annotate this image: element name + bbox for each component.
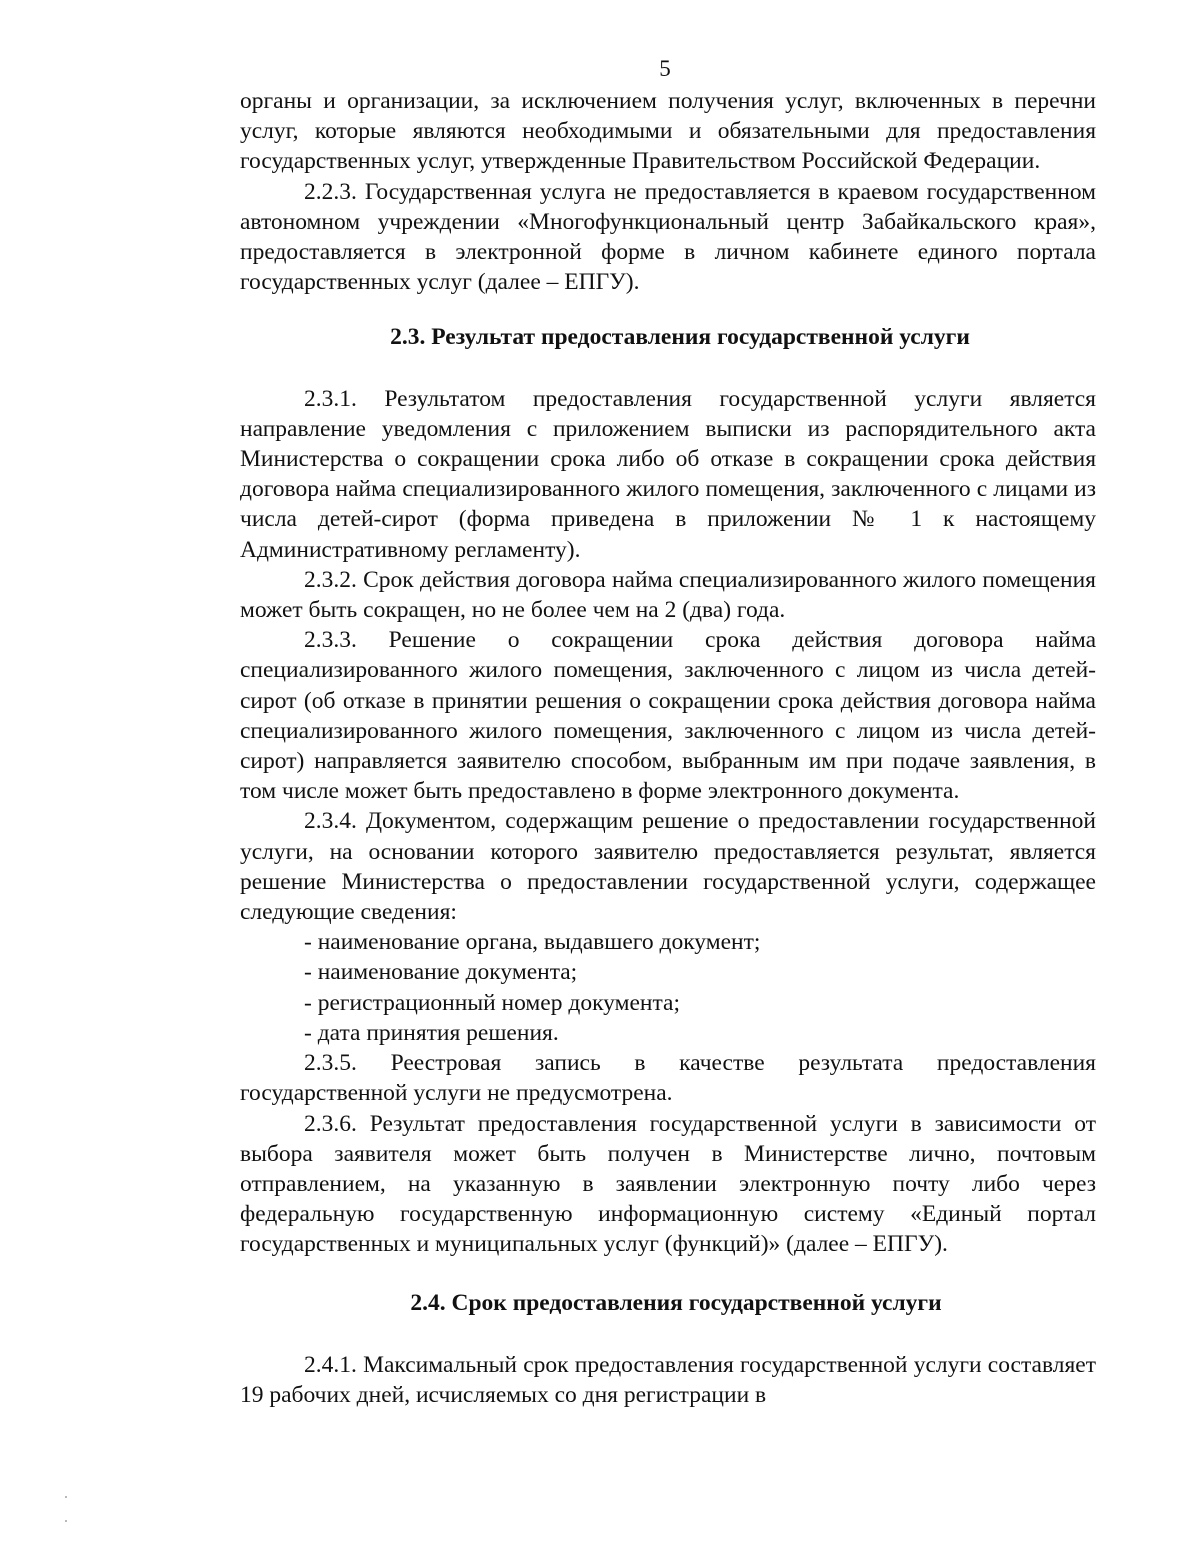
paragraph-2-3-6: 2.3.6. Результат предоставления государственной услуги в зависимости от выбора заявителя может быть получен в Министерстве лично, почтовым отправлением, на указанную в заявлении электронную почту либо через федеральную государственную информационную систему «Единый портал государственных и муниципальных услуг (функций)» (далее – ЕПГУ). [240, 1110, 1096, 1258]
intro-continuation-paragraph: органы и организации, за исключением получения услуг, включенных в перечни услуг, которые являются необходимыми и обязательными для предоставления государственных услуг, утвержденные Правительством Российской Федерации. [240, 88, 1096, 175]
paragraph-2-4-1: 2.4.1. Максимальный срок предоставления государственной услуги составляет 19 рабочих дней, исчисляемых со дня регистрации в [240, 1351, 1096, 1408]
list-item: - регистрационный номер документа; [304, 989, 680, 1016]
paragraph-2-3-3: 2.3.3. Решение о сокращении срока действия договора найма специализированного жилого помещения, заключенного с лицом из числа детей-сирот (об отказе в принятии решения о сокращении срока действия договора найма специализированного жилого помещения, заключенного с лицом из числа детей-сирот) направляется заявителю способом, выбранным им при подаче заявления, в том числе может быть предоставлено в форме электронного документа. [240, 627, 1096, 805]
list-item: - наименование документа; [304, 959, 578, 986]
paragraph-2-3-5: 2.3.5. Реестровая запись в качестве результата предоставления государственной услуги не предусмотрена. [240, 1050, 1096, 1107]
paragraph-2-2-3: 2.2.3. Государственная услуга не предоставляется в краевом государственном автономном учреждении «Многофункциональный центр Забайкальского края», предоставляется в электронной форме в личном кабинете единого портала государственных услуг (далее – ЕПГУ). [240, 178, 1096, 296]
paragraph-2-3-1: 2.3.1. Результатом предоставления государственной услуги является направление уведомления с приложением выписки из распорядительного акта Министерства о сокращении срока либо об отказе в сокращении срока действия договора найма специализированного жилого помещения, заключенного с лицами из числа детей-сирот (форма приведена в приложении № 1 к настоящему Административному регламенту). [240, 385, 1096, 563]
section-heading-2-4: 2.4. Срок предоставления государственной услуги [410, 1289, 942, 1316]
list-item: - наименование органа, выдавшего документ; [304, 929, 761, 956]
paragraph-2-3-4: 2.3.4. Документом, содержащим решение о предоставлении государственной услуги, на основании которого заявителю предоставляется результат, является решение Министерства о предоставлении государственной услуги, содержащее следующие сведения: [240, 808, 1096, 926]
document-body [240, 86, 1096, 1410]
page-number: 5 [659, 56, 671, 81]
scan-speck [65, 1496, 67, 1498]
paragraph-2-3-2: 2.3.2. Срок действия договора найма специализированного жилого помещения может быть сокращен, но не более чем на 2 (два) года. [240, 566, 1096, 624]
document-details-list [240, 927, 1096, 1048]
scan-speck [65, 1520, 67, 1522]
section-heading-2-3: 2.3. Результат предоставления государственной услуги [390, 324, 970, 351]
list-item: - дата принятия решения. [304, 1019, 559, 1046]
